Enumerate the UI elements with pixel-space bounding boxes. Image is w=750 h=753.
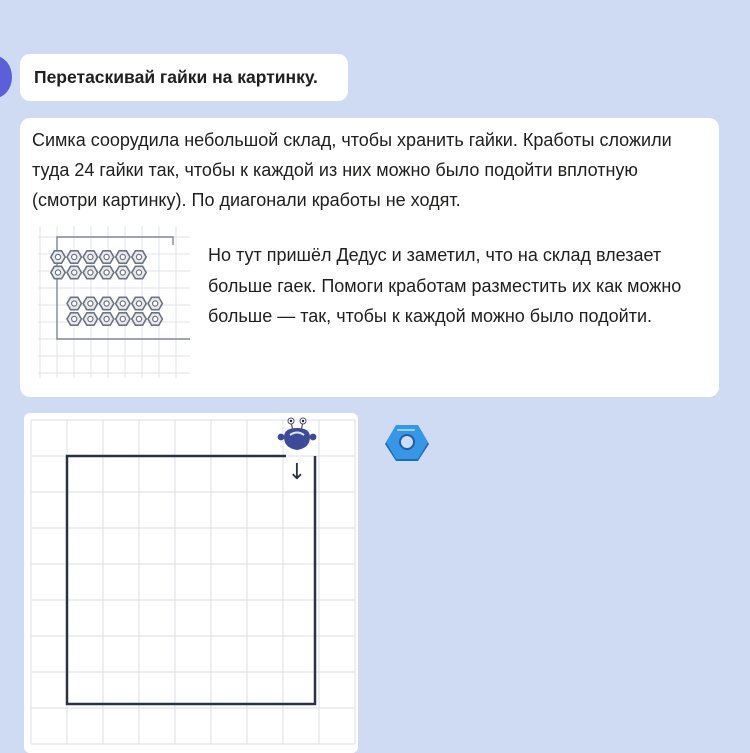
example-nut-icon [83,297,97,309]
example-nut-icon [116,251,130,263]
instruction-bubble [20,54,348,101]
task-paragraph-1: Симка соорудила небольшой склад, чтобы хранить гайки. Кработы сложили туда 24 гайки так, чтобы к каждой из них можно было подойти вплотную (смотри картинку). По диагонали кработы не ходят. [32,130,672,210]
example-nut-icon [51,251,65,263]
example-nut-icon [99,313,113,325]
example-nut-icon [132,297,146,309]
example-nut-icon [132,251,146,263]
example-nut-icon [148,297,162,309]
example-nut-icon [67,297,81,309]
example-nut-icon [83,313,97,325]
example-nut-icon [67,313,81,325]
example-nut-icon [99,297,113,309]
warehouse-walls [67,456,315,704]
example-nut-icon [99,251,113,263]
instruction-text: Перетаскивай гайки на картинку. [34,67,318,87]
example-nut-icon [132,313,146,325]
example-nut-icon [99,266,113,278]
example-nut-icon [67,266,81,278]
example-nut-icon [51,266,65,278]
example-warehouse-image [38,226,190,378]
example-nut-icon [116,313,130,325]
board-grid[interactable] [31,420,355,744]
entrance-arrow-icon: ↓ [287,460,307,485]
task-paragraph-2: Но тут пришёл Дедус и заметил, что на склад влезает больше гаек. Помоги кработам разместить их как можно больше — так, чтобы к каждой можно было подойти. [208,245,682,326]
example-nut-icon [116,297,130,309]
example-nut-icon [148,313,162,325]
example-nut-icon [67,251,81,263]
warehouse-board[interactable] [24,413,358,747]
avatar [0,56,12,98]
task-card [20,118,719,397]
board-panel [24,413,358,753]
example-nut-icon [83,251,97,263]
example-nut-icon [83,266,97,278]
example-nut-icon [116,266,130,278]
nut-palette-icon[interactable] [384,424,430,464]
example-nut-icon [132,266,146,278]
